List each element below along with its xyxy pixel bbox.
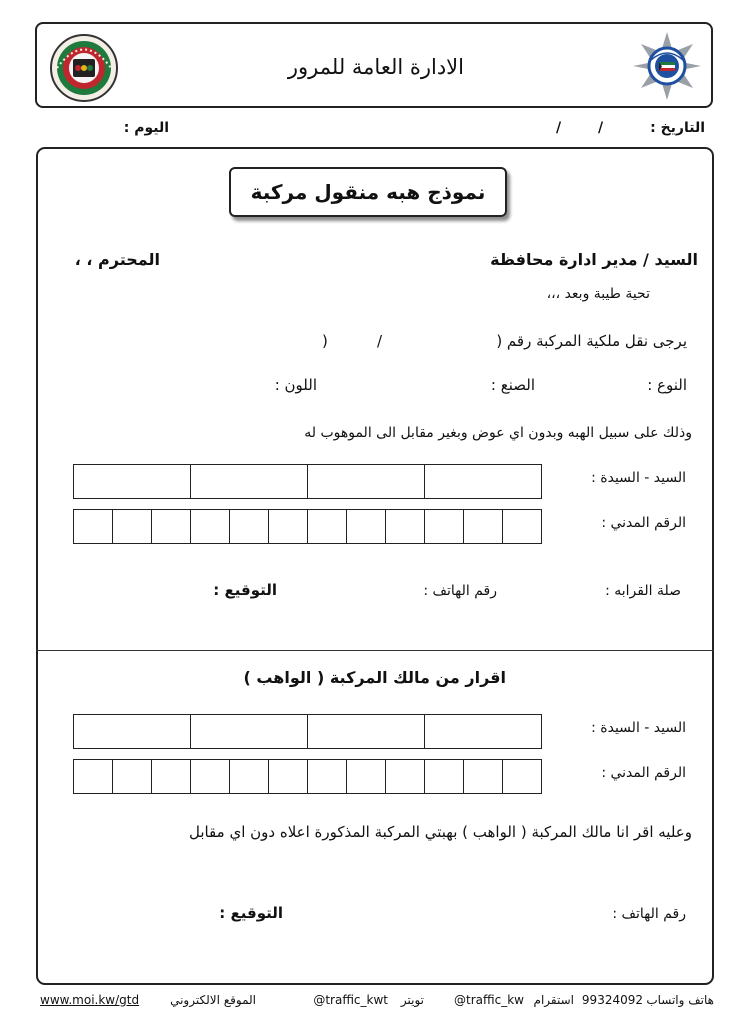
greeting-text: تحية طيبة وبعد ،،، xyxy=(546,286,650,302)
instagram-label: استقرام xyxy=(533,993,574,1007)
instagram-handle[interactable]: @traffic_kw xyxy=(454,993,524,1007)
digit-cell[interactable] xyxy=(424,760,463,793)
form-title-box xyxy=(229,167,507,217)
twitter-handle[interactable]: @traffic_kwt xyxy=(313,993,388,1007)
digit-cell[interactable] xyxy=(502,510,541,543)
digit-cell[interactable] xyxy=(190,510,229,543)
whatsapp-number: 99324092 xyxy=(581,993,643,1007)
name-cell[interactable] xyxy=(307,715,424,748)
digit-cell[interactable] xyxy=(424,510,463,543)
footer xyxy=(38,993,714,1011)
name-cell[interactable] xyxy=(74,715,190,748)
gift-statement: وذلك على سبيل الهبه وبدون اي عوض وبغير مقابل الى الموهوب له xyxy=(304,425,692,441)
name-cell[interactable] xyxy=(190,715,307,748)
digit-cell[interactable] xyxy=(151,760,190,793)
donor-name-field[interactable] xyxy=(73,714,542,749)
donor-civil-id-field[interactable] xyxy=(73,759,542,794)
recipient-name-label: السيد - السيدة : xyxy=(591,470,686,486)
donor-phone-label: رقم الهاتف : xyxy=(612,906,686,922)
section-divider xyxy=(36,650,714,651)
website-label: الموقع الالكتروني xyxy=(170,993,256,1007)
digit-cell[interactable] xyxy=(385,760,424,793)
digit-cell[interactable] xyxy=(502,760,541,793)
digit-cell[interactable] xyxy=(268,510,307,543)
donor-name-label: السيد - السيدة : xyxy=(591,720,686,736)
digit-cell[interactable] xyxy=(463,510,502,543)
recipient-phone-label: رقم الهاتف : xyxy=(423,583,497,599)
digit-cell[interactable] xyxy=(229,760,268,793)
digit-cell[interactable] xyxy=(74,760,112,793)
relation-label: صلة القرابه : xyxy=(605,583,681,599)
name-cell[interactable] xyxy=(424,715,541,748)
plate-separator: / xyxy=(377,332,383,350)
recipient-signature-label: التوقيع : xyxy=(213,581,277,599)
vehicle-type-label: النوع : xyxy=(647,376,687,394)
name-cell[interactable] xyxy=(74,465,190,498)
date-label: التاريخ : xyxy=(650,120,705,136)
request-close-paren: ) xyxy=(322,332,328,350)
page-title: الادارة العامة للمرور xyxy=(287,55,464,79)
digit-cell[interactable] xyxy=(307,510,346,543)
digit-cell[interactable] xyxy=(74,510,112,543)
date-separator: / xyxy=(598,120,604,136)
request-text: يرجى نقل ملكية المركبة رقم ( xyxy=(496,332,687,350)
digit-cell[interactable] xyxy=(229,510,268,543)
date-separator: / xyxy=(556,120,562,136)
donor-civil-id-label: الرقم المدني : xyxy=(601,765,686,781)
name-cell[interactable] xyxy=(190,465,307,498)
recipient-civil-id-field[interactable] xyxy=(73,509,542,544)
declaration-statement: وعليه اقر انا مالك المركبة ( الواهب ) بهبتي المركبة المذكورة اعلاه دون اي مقابل xyxy=(188,823,692,841)
recipient-name-field[interactable] xyxy=(73,464,542,499)
digit-cell[interactable] xyxy=(190,760,229,793)
donor-signature-label: التوقيع : xyxy=(219,904,283,922)
name-cell[interactable] xyxy=(424,465,541,498)
digit-cell[interactable] xyxy=(385,510,424,543)
form-title: نموذج هبه منقول مركبة xyxy=(250,180,486,204)
digit-cell[interactable] xyxy=(112,510,151,543)
website-link[interactable]: www.moi.kw/gtd xyxy=(40,993,140,1007)
declaration-title: اقرار من مالك المركبة ( الواهب ) xyxy=(243,668,506,687)
day-label: اليوم : xyxy=(123,120,169,136)
vehicle-color-label: اللون : xyxy=(274,376,317,394)
twitter-label: تويتر xyxy=(400,993,424,1007)
digit-cell[interactable] xyxy=(346,510,385,543)
digit-cell[interactable] xyxy=(346,760,385,793)
digit-cell[interactable] xyxy=(463,760,502,793)
name-cell[interactable] xyxy=(307,465,424,498)
digit-cell[interactable] xyxy=(112,760,151,793)
traffic-department-emblem-icon xyxy=(49,33,119,103)
digit-cell[interactable] xyxy=(307,760,346,793)
kuwait-police-star-emblem-icon xyxy=(631,30,703,102)
digit-cell[interactable] xyxy=(151,510,190,543)
vehicle-make-label: الصنع : xyxy=(490,376,535,394)
recipient-civil-id-label: الرقم المدني : xyxy=(601,515,686,531)
whatsapp-label: هاتف واتساب xyxy=(646,993,714,1007)
form-container xyxy=(36,147,714,985)
digit-cell[interactable] xyxy=(268,760,307,793)
respected-label: المحترم ، ، xyxy=(74,250,160,269)
addressee-line: السيد / مدير ادارة محافظة xyxy=(490,250,698,269)
